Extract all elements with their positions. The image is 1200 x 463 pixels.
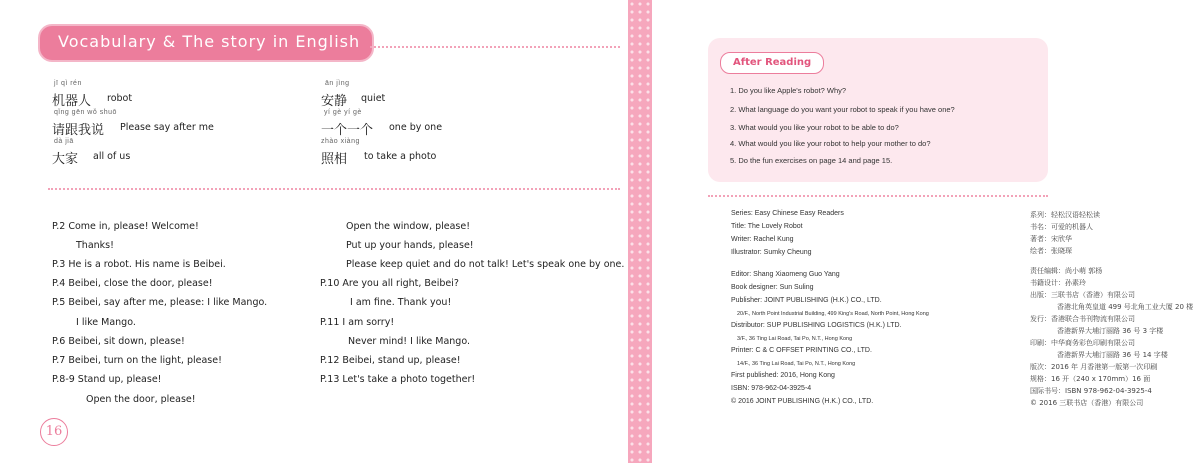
story-line: P.5 Beibei, say after me, please: I like Mango. [52,297,268,308]
vocab-pinyin: ān jìng [325,80,350,87]
story-line: Never mind! I like Mango. [348,336,470,347]
story-line: P.6 Beibei, sit down, please! [52,336,185,347]
vocab-pinyin: yí gè yí gè [324,109,362,116]
credit-line-cn: 系列：轻松汉语轻松读 [1030,211,1100,219]
credit-line: Printer: C & C OFFSET PRINTING CO., LTD. [731,347,872,354]
credit-line: Series: Easy Chinese Easy Readers [731,210,844,217]
vocab-pinyin: jī qì rén [54,80,82,87]
story-line: I am fine. Thank you! [350,297,452,308]
credit-address: 3/F., 36 Ting Lai Road, Tai Po, N.T., Hong Kong [737,336,853,342]
credit-line-cn: 香港北角英皇道 499 号北角工业大厦 20 楼 [1057,303,1194,311]
credit-line: Book designer: Sun Suling [731,284,814,291]
story-line: I like Mango. [76,317,136,328]
vocab-english: quiet [361,93,386,104]
credit-line-cn: 书名：可爱的机器人 [1030,223,1093,231]
story-line: P.13 Let's take a photo together! [320,374,476,385]
credit-line-cn: 发行：香港联合书刊物流有限公司 [1030,315,1135,323]
right-page [652,0,1200,463]
section-divider [48,188,620,190]
after-reading-panel [708,38,1048,182]
section-divider [708,195,1048,197]
question-item: 4. What would you like your robot to help your mother to do? [730,139,931,148]
banner-dotted-line [370,46,620,48]
credit-line-cn: 印刷：中华商务彩色印刷有限公司 [1030,339,1135,347]
banner-title: Vocabulary & The story in English [58,32,361,51]
story-line: Please keep quiet and do not talk! Let's speak one by one. [346,259,625,270]
vocab-pinyin: qǐng gēn wǒ shuō [54,109,117,116]
credit-line-cn: 著者：宋欣华 [1030,235,1072,243]
vocab-english: to take a photo [364,151,437,162]
vocab-english: one by one [389,122,443,133]
credit-line: First published: 2016, Hong Kong [731,372,835,379]
vocab-english: Please say after me [120,122,214,133]
credit-line: ISBN: 978-962-04-3925-4 [731,385,812,392]
vocab-hanzi: 大家 [52,152,79,167]
vocabulary-banner [38,24,374,62]
vocab-english: all of us [93,151,131,162]
story-line: P.4 Beibei, close the door, please! [52,278,213,289]
vocab-pinyin: dà jiā [54,138,74,145]
credit-address: 20/F., North Point Industrial Building, 499 King's Road, North Point, Hong Kong [737,311,929,317]
credit-line-cn: 出版：三联书店（香港）有限公司 [1030,291,1135,299]
credit-line-cn: © 2016 三联书店（香港）有限公司 [1030,399,1144,407]
binding-stripe [628,0,652,463]
story-line: P.8-9 Stand up, please! [52,374,162,385]
story-line: Open the door, please! [86,394,196,405]
story-line: P.10 Are you all right, Beibei? [320,278,459,289]
story-line: P.7 Beibei, turn on the light, please! [52,355,222,366]
question-item: 3. What would you like your robot to be able to do? [730,123,899,132]
page-number: 16 [40,418,68,446]
after-reading-title: After Reading [720,52,824,74]
question-item: 1. Do you like Apple's robot? Why? [730,86,847,95]
vocab-hanzi: 机器人 [52,94,92,109]
credit-line-cn: 香港新界大埔汀丽路 36 号 14 字楼 [1057,351,1168,359]
vocab-hanzi: 安静 [321,94,348,109]
credit-line-cn: 书籍设计：孙素玲 [1030,279,1086,287]
question-item: 5. Do the fun exercises on page 14 and page 15. [730,156,893,165]
story-line: P.12 Beibei, stand up, please! [320,355,461,366]
credit-line-cn: 版次：2016 年 月香港第一版第一次印刷 [1030,363,1158,371]
vocab-english: robot [107,93,133,104]
story-line: P.3 He is a robot. His name is Beibei. [52,259,226,270]
credit-line: Distributor: SUP PUBLISHING LOGISTICS (H.K.) LTD. [731,322,902,329]
credit-line: Editor: Shang Xiaomeng Guo Yang [731,271,840,278]
credit-line-cn: 规格：16 开（240 x 170mm）16 面 [1030,375,1151,383]
credit-line-cn: 责任编辑：尚小萌 郭杨 [1030,267,1103,275]
vocab-hanzi: 照相 [321,152,348,167]
credit-address: 14/F., 36 Ting Lai Road, Tai Po, N.T., Hong Kong [737,361,856,367]
credit-line: Publisher: JOINT PUBLISHING (H.K.) CO., LTD. [731,297,882,304]
credit-line-cn: 绘者：张晓琛 [1030,247,1072,255]
question-item: 2. What language do you want your robot to speak if you have one? [730,105,955,114]
vocab-pinyin: zhào xiàng [321,138,360,145]
credit-line-cn: 香港新界大埔汀丽路 36 号 3 字楼 [1057,327,1164,335]
vocab-hanzi: 一个一个 [321,123,374,138]
story-line: P.11 I am sorry! [320,317,395,328]
vocab-hanzi: 请跟我说 [52,123,105,138]
story-line: Put up your hands, please! [346,240,474,251]
story-line: Open the window, please! [346,221,471,232]
story-line: P.2 Come in, please! Welcome! [52,221,199,232]
credit-line-cn: 国际书号：ISBN 978-962-04-3925-4 [1030,387,1152,395]
credit-line: Illustrator: Sumky Cheung [731,249,812,256]
story-line: Thanks! [76,240,114,251]
credit-line: © 2016 JOINT PUBLISHING (H.K.) CO., LTD. [731,398,874,405]
credit-line: Writer: Rachel Kung [731,236,794,243]
credit-line: Title: The Lovely Robot [731,223,803,230]
